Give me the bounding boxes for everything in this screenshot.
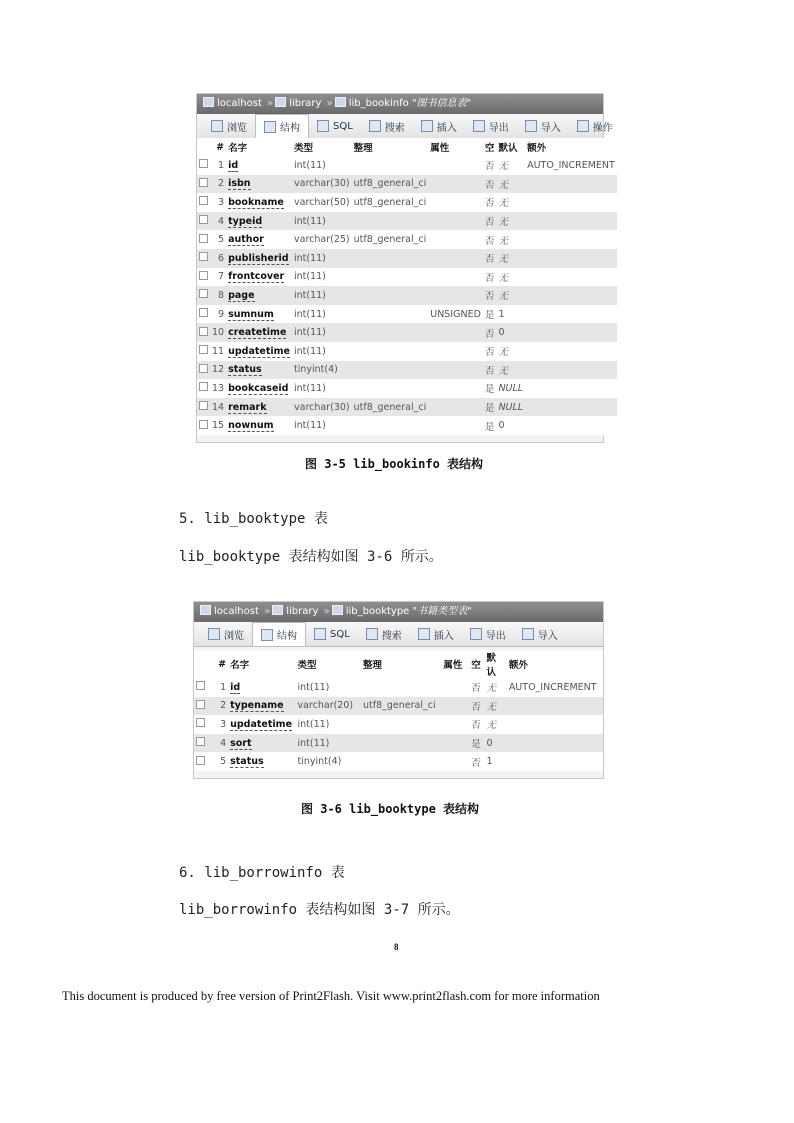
row-checkbox[interactable] <box>199 364 208 373</box>
server-icon <box>200 605 211 615</box>
table-row <box>197 230 617 249</box>
footer-notice: This document is produced by free version of Print2Flash. Visit www.print2flash.com for more information <box>62 989 600 1003</box>
field-null: 否 <box>484 198 495 210</box>
tab-browse[interactable] <box>200 623 252 645</box>
field-collation: utf8_general_ci <box>353 196 427 208</box>
tab-label: 浏览 <box>227 122 247 134</box>
breadcrumb-table[interactable]: lib_bookinfo <box>348 98 409 109</box>
field-null: 否 <box>484 272 495 284</box>
section-text: lib_booktype 表结构如图 3-6 所示。 <box>179 549 443 565</box>
header-col-default[interactable]: 默认 <box>496 138 525 156</box>
header-col-type[interactable]: 类型 <box>292 138 352 156</box>
table-row <box>194 678 603 697</box>
field-collation: utf8_general_ci <box>353 234 427 246</box>
row-checkbox[interactable] <box>196 700 205 709</box>
breadcrumb-server[interactable]: localhost <box>217 98 262 109</box>
field-null: 是 <box>484 421 495 433</box>
field-default: 无 <box>498 365 508 377</box>
field-default: 无 <box>498 198 508 210</box>
table-row <box>197 212 617 231</box>
field-null: 否 <box>484 217 495 229</box>
row-number: 2 <box>218 178 225 190</box>
header-col-extra[interactable]: 额外 <box>525 138 617 156</box>
header-col-null[interactable]: 空 <box>469 650 484 678</box>
tab-label: SQL <box>330 628 350 640</box>
insert-icon <box>418 628 430 640</box>
row-number: 14 <box>212 401 225 413</box>
field-default: 1 <box>486 756 493 768</box>
table-icon <box>332 605 343 615</box>
row-checkbox[interactable] <box>199 289 208 298</box>
page-number: 8 <box>394 942 399 952</box>
sql-icon <box>314 628 326 640</box>
tab-label: 插入 <box>433 630 454 642</box>
field-type: int(11) <box>294 159 326 171</box>
tab-label: 导入 <box>537 630 558 642</box>
structure-table <box>197 138 617 435</box>
field-null: 是 <box>484 403 495 415</box>
field-null: 否 <box>471 720 481 732</box>
row-checkbox[interactable] <box>199 382 208 391</box>
table-row <box>197 379 617 398</box>
tab-insert[interactable] <box>410 623 462 645</box>
tab-sql[interactable] <box>309 115 361 137</box>
database-icon <box>275 97 286 107</box>
table-row <box>194 734 603 753</box>
row-number: 11 <box>212 345 225 357</box>
figure-3-5-screenshot <box>196 93 615 443</box>
field-type: int(11) <box>297 737 330 749</box>
field-collation: utf8_general_ci <box>362 700 436 712</box>
table-comment: "图书信息表" <box>411 98 472 109</box>
table-row <box>194 752 603 771</box>
tab-import[interactable] <box>517 115 569 137</box>
field-name[interactable]: bookname <box>228 196 284 208</box>
header-col-name[interactable]: 名字 <box>226 138 292 156</box>
tab-search[interactable] <box>358 623 410 645</box>
table-row <box>197 249 617 268</box>
browse-icon <box>211 120 223 132</box>
structure-table <box>194 650 603 771</box>
breadcrumb: localhost » library » lib_bookinfo "图书信息表" <box>197 94 603 114</box>
row-checkbox[interactable] <box>196 718 205 727</box>
breadcrumb: localhost » library » lib_booktype "书籍类型表" <box>194 602 603 622</box>
table-row <box>197 361 617 380</box>
field-type: int(11) <box>294 327 326 339</box>
row-checkbox[interactable] <box>199 308 208 317</box>
browse-icon <box>208 628 220 640</box>
field-default: 无 <box>498 347 508 359</box>
database-icon <box>272 605 283 615</box>
row-number: 10 <box>212 327 225 339</box>
table-row <box>197 398 617 417</box>
field-null: 否 <box>484 235 495 247</box>
server-icon <box>203 97 214 107</box>
field-type: int(11) <box>294 345 326 357</box>
row-number: 1 <box>218 159 225 171</box>
breadcrumb-table[interactable]: lib_booktype <box>345 606 410 617</box>
table-row <box>197 156 617 175</box>
field-type: int(11) <box>294 252 326 264</box>
field-null: 是 <box>484 384 495 396</box>
table-row <box>197 175 617 194</box>
field-type: int(11) <box>294 382 326 394</box>
table-row <box>194 697 603 716</box>
field-name[interactable]: bookcaseid <box>228 382 289 394</box>
table-comment: "书籍类型表" <box>412 606 472 617</box>
tab-label: 浏览 <box>224 630 244 642</box>
field-name[interactable]: frontcover <box>228 271 285 283</box>
field-name[interactable]: typename <box>230 700 284 712</box>
field-type: int(11) <box>294 420 326 432</box>
row-checkbox[interactable] <box>199 178 208 187</box>
field-name[interactable]: updatetime <box>230 718 293 730</box>
table-row <box>197 193 617 212</box>
search-icon <box>366 628 378 640</box>
structure-icon <box>264 121 276 133</box>
tab-insert[interactable] <box>413 115 465 137</box>
tab-label: 导入 <box>540 122 561 134</box>
header-col-extra[interactable]: 额外 <box>507 650 603 678</box>
row-number: 4 <box>218 215 225 227</box>
field-name[interactable]: createtime <box>228 327 287 339</box>
tab-search[interactable] <box>361 115 413 137</box>
row-number: 2 <box>220 700 227 712</box>
breadcrumb-server[interactable]: localhost <box>214 606 259 617</box>
breadcrumb-db[interactable]: library <box>289 98 322 109</box>
tab-label: 搜索 <box>384 122 405 134</box>
field-extra: AUTO_INCREMENT <box>508 681 597 693</box>
header-col-default[interactable]: 默认 <box>485 650 507 678</box>
field-default: 无 <box>486 683 497 695</box>
structure-icon <box>261 629 273 641</box>
field-name[interactable]: nownum <box>228 420 274 432</box>
row-checkbox[interactable] <box>196 681 205 690</box>
header-col-type[interactable]: 类型 <box>295 650 361 678</box>
field-null: 否 <box>484 161 495 173</box>
row-number: 8 <box>218 289 225 301</box>
table-row <box>197 286 617 305</box>
field-type: varchar(50) <box>294 196 350 208</box>
field-null: 否 <box>484 254 495 266</box>
field-default: 无 <box>498 161 508 173</box>
field-type: int(11) <box>294 215 326 227</box>
tab-label: 搜索 <box>381 630 402 642</box>
field-default: 无 <box>486 720 497 732</box>
header-col-collation[interactable]: 整理 <box>361 650 441 678</box>
row-checkbox[interactable] <box>199 234 208 243</box>
field-type: varchar(30) <box>294 178 350 190</box>
tab-structure[interactable] <box>252 622 306 646</box>
field-name[interactable]: page <box>228 289 255 301</box>
field-null: 否 <box>484 291 495 303</box>
header-col-collation[interactable]: 整理 <box>352 138 429 156</box>
row-checkbox[interactable] <box>199 420 208 429</box>
row-number: 7 <box>218 271 225 283</box>
field-null: 否 <box>471 701 481 713</box>
tab-browse[interactable] <box>203 115 255 137</box>
field-type: int(11) <box>294 289 326 301</box>
field-null: 否 <box>484 347 495 359</box>
field-default: 无 <box>498 179 508 191</box>
field-default: 0 <box>498 327 505 339</box>
table-row <box>197 416 617 435</box>
row-number: 3 <box>218 196 225 208</box>
row-number: 1 <box>220 681 227 693</box>
field-type: tinyint(4) <box>294 364 338 376</box>
search-icon <box>369 120 381 132</box>
tab-operations[interactable] <box>569 115 621 137</box>
table-row <box>194 715 603 734</box>
export-icon <box>473 120 485 132</box>
field-collation: utf8_general_ci <box>353 401 427 413</box>
row-checkbox[interactable] <box>196 756 205 765</box>
operations-icon <box>577 120 589 132</box>
row-number: 13 <box>212 382 225 394</box>
figure-3-6-screenshot <box>193 601 604 779</box>
row-checkbox[interactable] <box>199 271 208 280</box>
table-icon <box>335 97 346 107</box>
header-col-attributes[interactable]: 属性 <box>428 138 483 156</box>
figure-caption: 图 3-5 lib_bookinfo 表结构 <box>305 457 484 471</box>
row-checkbox[interactable] <box>199 401 208 410</box>
row-number: 9 <box>218 308 225 320</box>
field-default: 无 <box>498 217 508 229</box>
field-name[interactable]: author <box>228 234 264 246</box>
tab-structure[interactable] <box>255 114 309 138</box>
field-name[interactable]: sort <box>230 737 252 749</box>
field-name[interactable]: id <box>230 681 241 693</box>
field-type: varchar(30) <box>294 401 350 413</box>
field-name[interactable]: status <box>230 756 264 768</box>
figure-caption: 图 3-6 lib_booktype 表结构 <box>301 802 480 816</box>
row-checkbox[interactable] <box>199 215 208 224</box>
row-number: 15 <box>212 420 225 432</box>
field-attributes: UNSIGNED <box>430 308 481 320</box>
field-null: 否 <box>484 365 495 377</box>
row-number: 4 <box>220 737 227 749</box>
table-row <box>197 323 617 342</box>
row-number: 3 <box>220 718 227 730</box>
import-icon <box>522 628 534 640</box>
row-number: 5 <box>220 756 227 768</box>
field-name[interactable]: publisherid <box>228 252 289 264</box>
section-heading: 6. lib_borrowinfo 表 <box>179 865 345 881</box>
field-default: 1 <box>498 308 505 320</box>
field-extra: AUTO_INCREMENT <box>527 159 615 171</box>
field-null: 否 <box>471 757 481 769</box>
sql-icon <box>317 120 329 132</box>
table-row <box>197 268 617 287</box>
table-row <box>197 305 617 324</box>
field-default: 无 <box>498 291 508 303</box>
tab-export[interactable] <box>465 115 517 137</box>
field-name[interactable]: typeid <box>228 215 263 227</box>
field-null: 否 <box>484 179 495 191</box>
row-checkbox[interactable] <box>199 327 208 336</box>
field-name[interactable]: id <box>228 159 239 171</box>
field-name[interactable]: sumnum <box>228 308 274 320</box>
field-default: 无 <box>498 272 508 284</box>
field-name[interactable]: remark <box>228 401 267 413</box>
tab-label: SQL <box>333 120 353 132</box>
field-type: int(11) <box>294 308 326 320</box>
field-type: tinyint(4) <box>297 756 342 768</box>
row-checkbox[interactable] <box>196 737 205 746</box>
field-type: int(11) <box>297 681 330 693</box>
field-default: NULL <box>498 401 524 413</box>
section-heading: 5. lib_booktype 表 <box>179 511 328 527</box>
field-null: 是 <box>484 310 495 322</box>
field-default: 无 <box>498 235 508 247</box>
field-default: 无 <box>486 701 497 713</box>
export-icon <box>470 628 482 640</box>
section-text: lib_borrowinfo 表结构如图 3-7 所示。 <box>179 902 460 918</box>
header-col-name[interactable]: 名字 <box>228 650 295 678</box>
row-number: 12 <box>212 364 225 376</box>
row-checkbox[interactable] <box>199 159 208 168</box>
tab-label: 插入 <box>436 122 457 134</box>
insert-icon <box>421 120 433 132</box>
field-type: varchar(25) <box>294 234 350 246</box>
tab-label: 结构 <box>277 631 297 642</box>
tab-bar <box>197 114 613 139</box>
header-col-null[interactable]: 空 <box>483 138 497 156</box>
table-row <box>197 342 617 361</box>
tab-label: 导出 <box>488 122 509 134</box>
tab-sql[interactable] <box>306 623 358 645</box>
tab-label: 结构 <box>280 123 300 134</box>
field-default: NULL <box>498 382 524 394</box>
tab-export[interactable] <box>462 623 514 645</box>
field-name[interactable]: updatetime <box>228 345 290 357</box>
field-default: 0 <box>486 737 493 749</box>
row-checkbox[interactable] <box>199 252 208 261</box>
tab-label: 导出 <box>485 630 506 642</box>
header-col-num[interactable]: # <box>210 138 226 156</box>
row-number: 5 <box>218 234 225 246</box>
tab-bar <box>194 622 603 647</box>
field-null: 是 <box>471 739 481 751</box>
field-default: 无 <box>498 254 508 266</box>
field-null: 否 <box>484 328 495 340</box>
header-col-attributes[interactable]: 属性 <box>441 650 469 678</box>
field-null: 否 <box>471 683 481 695</box>
field-default: 0 <box>498 420 505 432</box>
tab-label: 操作 <box>592 122 613 134</box>
tab-import[interactable] <box>514 623 566 645</box>
field-type: int(11) <box>294 271 326 283</box>
import-icon <box>525 120 537 132</box>
row-checkbox[interactable] <box>199 345 208 354</box>
field-name[interactable]: isbn <box>228 178 251 190</box>
header-col-num[interactable]: # <box>212 650 228 678</box>
row-checkbox[interactable] <box>199 196 208 205</box>
field-type: int(11) <box>297 718 330 730</box>
breadcrumb-db[interactable]: library <box>286 606 319 617</box>
row-number: 6 <box>218 252 225 264</box>
field-type: varchar(20) <box>297 700 354 712</box>
field-collation: utf8_general_ci <box>353 178 427 190</box>
field-name[interactable]: status <box>228 364 262 376</box>
